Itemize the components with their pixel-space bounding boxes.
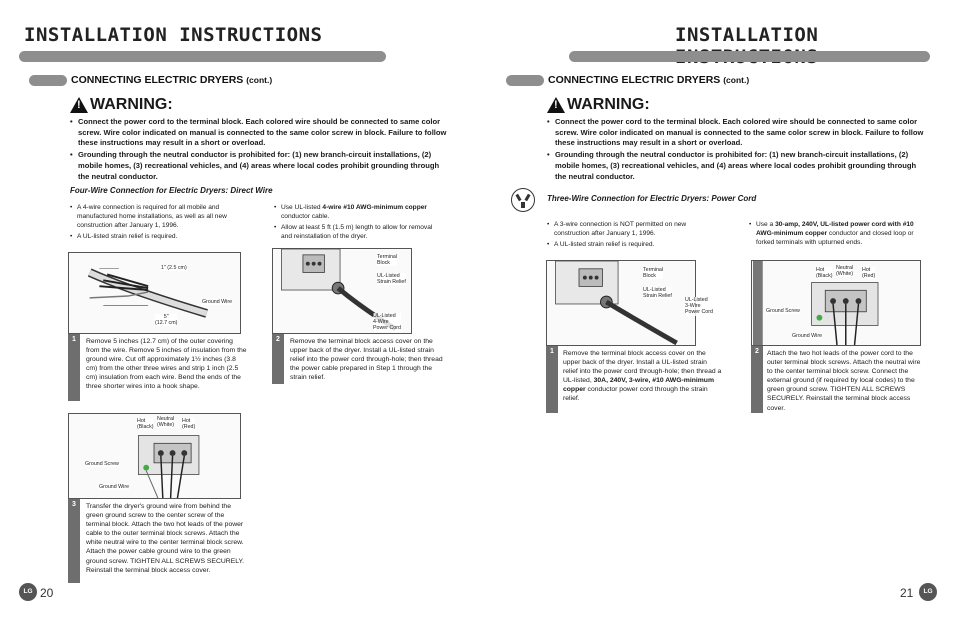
step-2-text: Attach the two hot leads of the power cord to the outer terminal block screws. Attach the neutral wire to the center terminal block screw. Connect the external ground (if required by local codes) to the green ground screw. TIGHTEN ALL SCREWS SECURELY. Reinstall the terminal block access cover. xyxy=(767,350,921,412)
warning-heading: ! WARNING: xyxy=(547,96,650,114)
power-cord-label: UL-Listed 3-Wire Power Cord xyxy=(685,297,713,316)
figure-strain-relief xyxy=(272,248,412,334)
figure-strain-relief xyxy=(546,260,713,346)
section-pill xyxy=(29,75,67,86)
page-number: 21 xyxy=(900,586,914,600)
hot-red-label: Hot (Red) xyxy=(182,418,196,431)
page-title: INSTALLATION xyxy=(675,24,819,46)
step-1-text: Remove the terminal block access cover on the upper back of the dryer. Install a UL-listed strain relief into the power cord through-hole; then thread a UL-listed, 30A, 240V, 3-wire, #10 AWG-minimum copper conductor power cord through the strain relief. xyxy=(563,350,722,403)
right-page xyxy=(477,0,954,618)
step-number: 1 xyxy=(546,346,558,413)
figure-terminal-connections xyxy=(68,413,241,499)
list-item: • A 4-wire connection is required for all mobile and manufactured home installations, as well as all new construction after January 1, 1996. xyxy=(70,203,242,230)
warning-item: • Connect the power cord to the terminal block. Each colored wire should be connected to same color screw. Wire color indicated on manual is connected to the same color screw in block. Failure to follow these instructions may result in a short or overload. xyxy=(547,117,927,149)
subheading: Three-Wire Connection for Electric Dryers: Power Cord xyxy=(547,194,757,203)
subheading: Four-Wire Connection for Electric Dryers: Direct Wire xyxy=(70,186,273,195)
section-title: CONNECTING ELECTRIC DRYERS (cont.) xyxy=(548,74,750,86)
lg-logo: LG xyxy=(919,583,937,601)
list-item: • A UL-listed strain relief is required. xyxy=(547,240,719,249)
terminal-block-illustration xyxy=(547,261,695,345)
strain-relief-label: UL-Listed Strain Relief xyxy=(377,273,406,286)
cord-requirements-list xyxy=(749,220,924,249)
ground-screw-label: Ground Screw xyxy=(766,308,800,314)
neutral-white-label: Neutral (White) xyxy=(836,265,854,278)
step-number: 2 xyxy=(272,334,284,384)
warning-item: • Grounding through the neutral conductor is prohibited for: (1) new branch-circuit installations, (2) mobile homes, (3) recreational vehicles, and (4) areas where local codes prohibit grounding through the neutral conductor. xyxy=(70,150,450,182)
list-item: • A UL-listed strain relief is required. xyxy=(70,232,242,241)
step-1-text: Remove 5 inches (12.7 cm) of the outer covering from the wire. Remove 5 inches of insulation from the ground wire. Cut off approximately 1½ inches (3.8 cm) from the other three wires and strip 1 inch (2.5 cm) insulation from each wire. Bend the ends of the three shorter wires into a hook shape. xyxy=(86,338,247,391)
ground-wire-label: Ground Wire xyxy=(99,484,130,490)
hot-red-label: Hot (Red) xyxy=(862,267,876,280)
title-bar xyxy=(569,51,930,62)
step-number: 1 xyxy=(68,334,80,401)
neutral-white-label: Neutral (White) xyxy=(157,416,175,429)
list-item: • A 3-wire connection is NOT permitted on new construction after January 1, 1996. xyxy=(547,220,719,238)
requirements-list xyxy=(70,203,242,243)
lg-logo: LG xyxy=(19,583,37,601)
warning-icon xyxy=(547,97,565,113)
hot-black-label: Hot (Black) xyxy=(816,267,833,280)
list-item: • Use a 30-amp, 240V, UL-listed power cord with #10 AWG-minimum copper conductor and closed loop or forked terminals with upturned ends. xyxy=(749,220,924,247)
step-number: 2 xyxy=(751,346,763,413)
hot-black-label: Hot (Black) xyxy=(137,418,154,431)
three-prong-outlet-icon xyxy=(511,188,535,212)
warning-heading: ! WARNING: xyxy=(70,96,173,114)
strain-relief-label: UL-Listed Strain Relief xyxy=(643,287,672,300)
list-item: • Use UL-listed 4-wire #10 AWG-minimum copper conductor cable. xyxy=(274,203,444,221)
warning-list xyxy=(547,117,927,183)
dimension-label: 5" (12.7 cm) xyxy=(155,314,178,327)
page-title: INSTALLATION INSTRUCTIONS xyxy=(24,24,323,46)
warning-item: • Connect the power cord to the terminal block. Each colored wire should be connected to same color screw. Wire color indicated on manual is connected to the same color screw in block. Failure to follow these instructions may result in a short or overload. xyxy=(70,117,450,149)
title-bar xyxy=(19,51,386,62)
figure-terminal-connections xyxy=(751,260,921,346)
warning-item: • Grounding through the neutral conductor is prohibited for: (1) new branch-circuit installations, (2) mobile homes, (3) recreational vehicles, and (4) areas where local codes prohibit grounding through the neutral conductor. xyxy=(547,150,927,182)
power-cord-label: UL-Listed 4-Wire Power Cord xyxy=(373,313,401,332)
terminal-block-label: Terminal Block xyxy=(377,254,398,267)
page-number: 20 xyxy=(40,586,54,600)
step-3-text: Transfer the dryer's ground wire from behind the green ground screw to the center screw of the terminal block. Attach the two hot leads of the power cable to the outer terminal block screws. Attach the white neutral wire to the center terminal block screw. Attach the power cable ground wire to the green ground screw. TIGHTEN ALL SCREWS SECURELY. Reinstall the terminal block access cover. xyxy=(86,503,245,574)
terminal-wiring-illustration xyxy=(69,414,240,498)
step-2-text: Remove the terminal block access cover on the upper back of the dryer. Install a UL-listed strain relief into the power cord through-hole; then thread the power cable prepared in Step 1 through the strain relief. xyxy=(290,338,443,382)
ground-screw-label: Ground Screw xyxy=(85,461,119,467)
cable-requirements-list xyxy=(274,203,444,243)
requirements-list xyxy=(547,220,719,251)
step-number: 3 xyxy=(68,499,80,583)
dimension-label: 1" (2.5 cm) xyxy=(161,265,187,271)
warning-list xyxy=(70,117,450,183)
ground-wire-label: Ground Wire xyxy=(792,333,823,339)
ground-wire-label: Ground Wire xyxy=(202,299,233,305)
list-item: • Allow at least 5 ft (1.5 m) length to allow for removal and reinstallation of the dryer. xyxy=(274,223,444,241)
section-pill xyxy=(506,75,544,86)
warning-icon xyxy=(70,97,88,113)
terminal-block-label: Terminal Block xyxy=(643,267,664,280)
figure-wire-stripping xyxy=(68,252,241,334)
section-title: CONNECTING ELECTRIC DRYERS (cont.) xyxy=(71,74,273,86)
